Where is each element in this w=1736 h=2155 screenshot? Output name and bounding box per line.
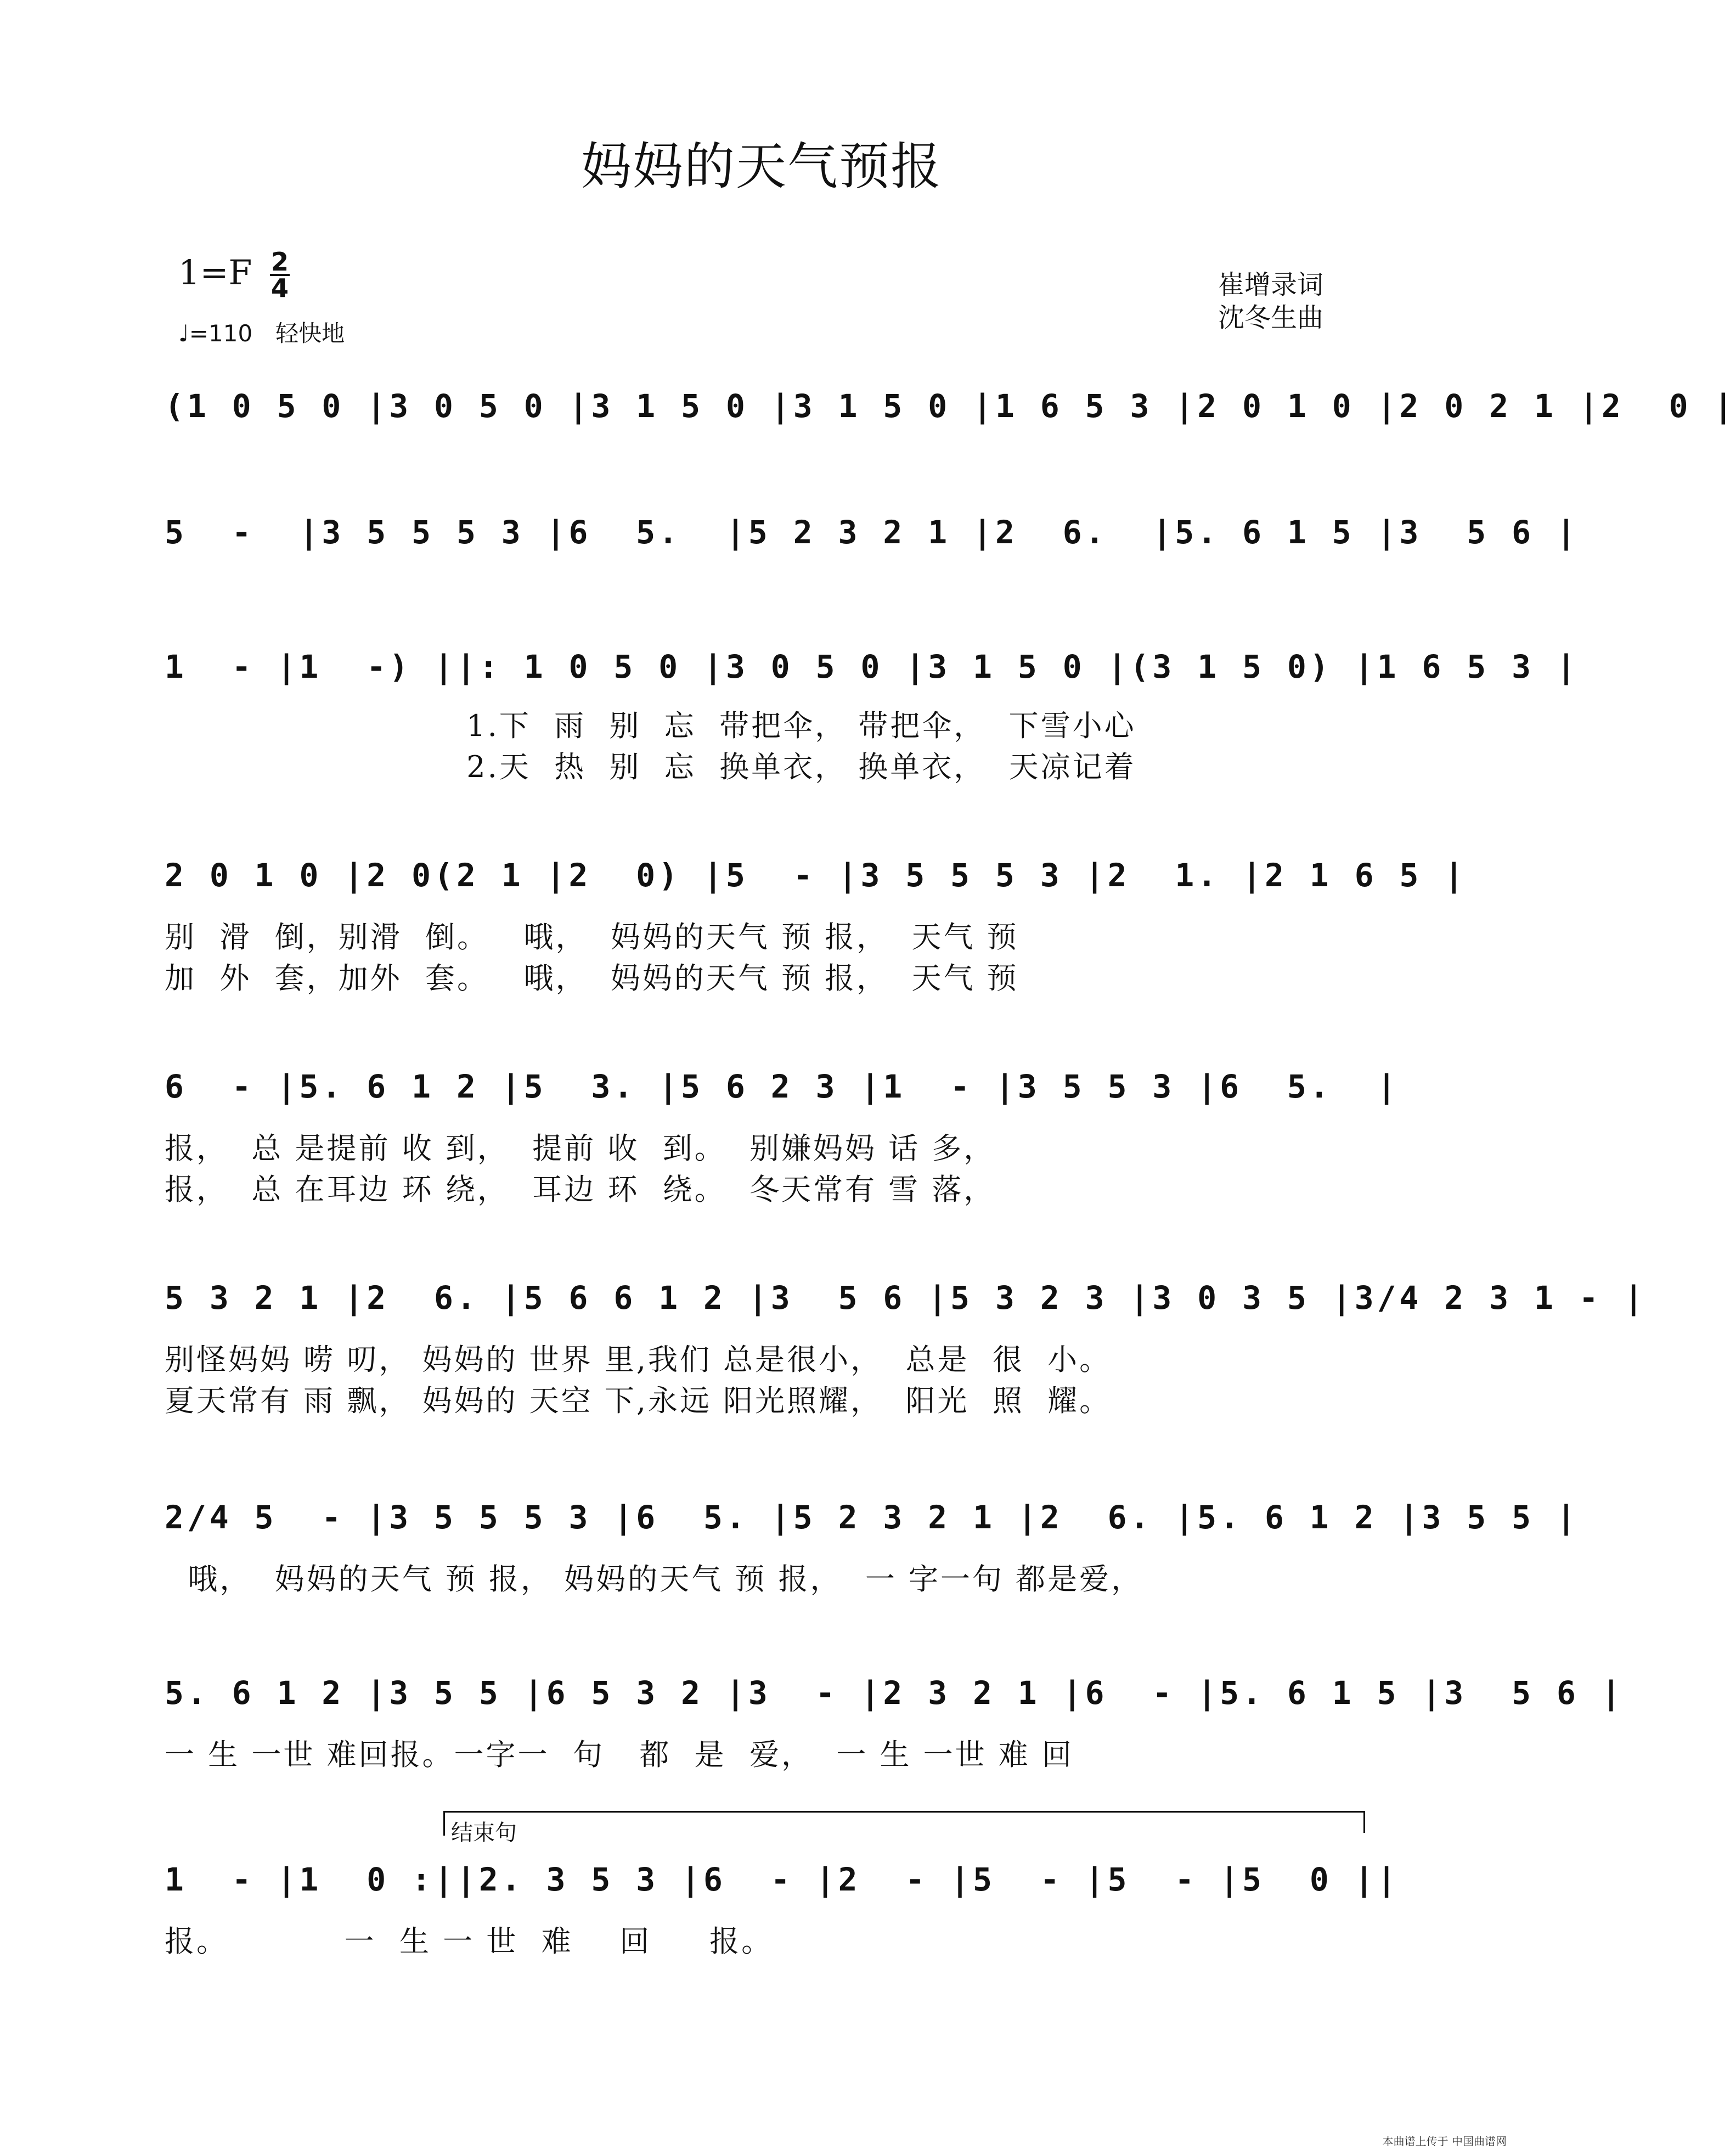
lyrics-verse-1: 别怪妈妈 唠 叨， 妈妈的 世界 里,我们 总是很小， 总是 很 小。 xyxy=(165,1342,1112,1377)
lyrics-verse-1: 别 滑 倒，别滑 倒。 哦， 妈妈的天气 预 报， 天气 预 xyxy=(165,920,1019,954)
lyrics-verse-1: 1.下 雨 别 忘 带把伞， 带把伞， 下雪小心 xyxy=(165,708,1136,743)
lyrics-verse-1: 报， 总 是提前 收 到， 提前 收 到。 别嫌妈妈 话 多， xyxy=(165,1131,996,1166)
time-signature xyxy=(269,247,291,303)
notation-line: 1 - |1 0 :||2. 3 5 3 |6 - |2 - |5 - |5 - |5 0 || xyxy=(165,1861,1400,1898)
coda-bracket-end xyxy=(1363,1811,1365,1833)
lyrics-verse-2: 报， 总 在耳边 环 绕， 耳边 环 绕。 冬天常有 雪 落， xyxy=(165,1172,996,1207)
time-signature-top: 2 xyxy=(270,247,289,277)
key-signature: 1=F xyxy=(178,252,252,292)
song-title: 妈妈的天气预报 xyxy=(580,137,942,196)
notation-line: 5 3 2 1 |2 6. |5 6 6 1 2 |3 5 6 |5 3 2 3 |3 0 3 5 |3/4 2 3 1 - | xyxy=(165,1279,1647,1316)
time-signature-bottom: 4 xyxy=(270,273,289,303)
lyrics-verse-2: 加 外 套，加外 套。 哦， 妈妈的天气 预 报， 天气 预 xyxy=(165,961,1019,995)
lyrics-verse-2: 夏天常有 雨 飘， 妈妈的 天空 下,永远 阳光照耀， 阳光 照 耀。 xyxy=(165,1383,1112,1418)
coda-bracket-start xyxy=(443,1811,445,1836)
notation-line: 2 0 1 0 |2 0(2 1 |2 0) |5 - |3 5 5 5 3 |2 1. |2 1 6 5 | xyxy=(165,857,1467,894)
lyrics-verse-2: 2.天 热 别 忘 换单衣， 换单衣， 天凉记着 xyxy=(165,750,1136,784)
coda-bracket xyxy=(443,1811,1365,1813)
notation-line: 5. 6 1 2 |3 5 5 |6 5 3 2 |3 - |2 3 2 1 |6 - |5. 6 1 5 |3 5 6 | xyxy=(165,1674,1624,1712)
coda-label: 结束句 xyxy=(451,1820,517,1845)
lyrics-line: 哦， 妈妈的天气 预 报， 妈妈的天气 预 报， 一 字一句 都是爱， xyxy=(165,1562,1143,1596)
notation-line: 2/4 5 - |3 5 5 5 3 |6 5. |5 2 3 2 1 |2 6. |5. 6 1 2 |3 5 5 | xyxy=(165,1499,1579,1536)
notation-line: 1 - |1 -) ||: 1 0 5 0 |3 0 5 0 |3 1 5 0 |(3 1 5 0) |1 6 5 3 | xyxy=(165,648,1579,685)
notation-line: (1 0 5 0 |3 0 5 0 |3 1 5 0 |3 1 5 0 |1 6 5 3 |2 0 1 0 |2 0 2 1 |2 0 | xyxy=(165,387,1736,425)
lyrics-line: 报。 一 生 一 世 难 回 报。 xyxy=(165,1924,774,1959)
notation-line: 6 - |5. 6 1 2 |5 3. |5 6 2 3 |1 - |3 5 5 3 |6 5. | xyxy=(165,1068,1400,1105)
notation-line: 5 - |3 5 5 5 3 |6 5. |5 2 3 2 1 |2 6. |5. 6 1 5 |3 5 6 | xyxy=(165,514,1579,551)
site-watermark: 本曲谱上传于 中国曲谱网 xyxy=(1382,2135,1507,2148)
lyricist-credit: 崔增录词 xyxy=(1218,269,1324,300)
tempo-marking: ♩=110 轻快地 xyxy=(178,320,345,347)
lyrics-line: 一 生 一世 难回报。一字一 句 都 是 爱， 一 生 一世 难 回 xyxy=(165,1737,1074,1772)
composer-credit: 沈冬生曲 xyxy=(1218,302,1324,333)
